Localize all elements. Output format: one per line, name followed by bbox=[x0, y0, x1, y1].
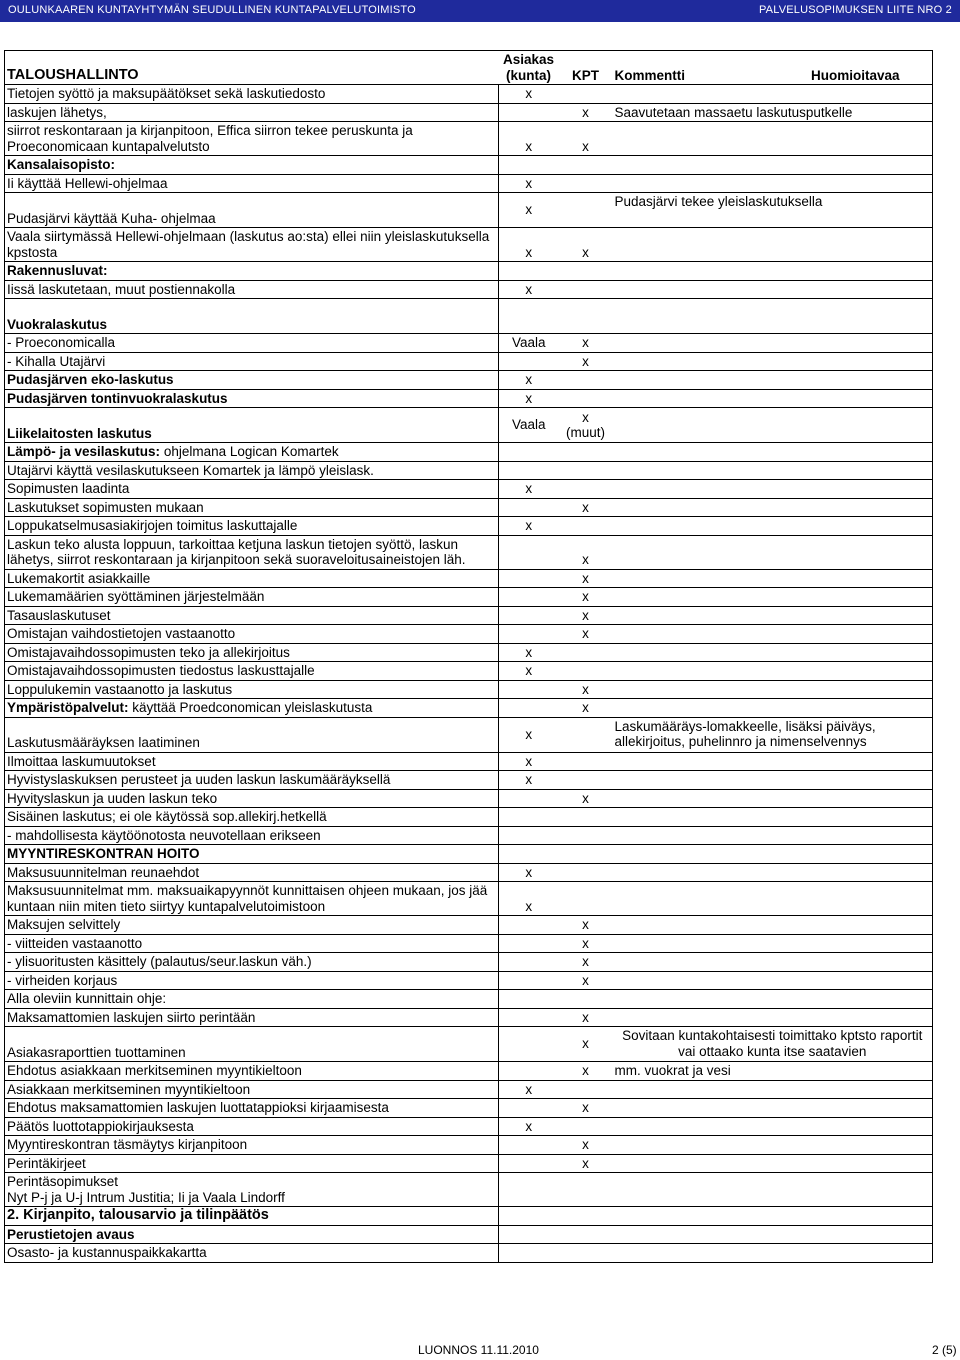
kpt-cell bbox=[559, 826, 613, 845]
row-description: MYYNTIRESKONTRAN HOITO bbox=[5, 845, 499, 864]
kpt-cell bbox=[559, 882, 613, 916]
comment-cell bbox=[613, 1117, 933, 1136]
document-header-bar bbox=[0, 0, 960, 22]
kpt-cell bbox=[559, 174, 613, 193]
table-row bbox=[5, 1099, 933, 1118]
row-description-bold: Ympäristöpalvelut: bbox=[7, 700, 129, 715]
row-description-rest: ohjelmana Logican Komartek bbox=[160, 444, 339, 459]
row-description: Tietojen syöttö ja maksupäätökset sekä laskutiedosto bbox=[5, 85, 499, 104]
row-description: Ii käyttää Hellewi-ohjelmaa bbox=[5, 174, 499, 193]
asiakas-cell bbox=[499, 299, 559, 334]
comment-cell: Saavutetaan massaetu laskutusputkelle bbox=[613, 103, 933, 122]
column-kommentti: Kommentti bbox=[613, 51, 779, 85]
kpt-cell: x bbox=[559, 1099, 613, 1118]
comment-cell bbox=[613, 1207, 933, 1226]
table-row bbox=[5, 193, 933, 228]
row-description: Perustietojen avaus bbox=[5, 1225, 499, 1244]
table-row bbox=[5, 103, 933, 122]
kpt-cell bbox=[559, 717, 613, 752]
comment-cell bbox=[613, 517, 933, 536]
row-description: Asiakkaan merkitseminen myyntikieltoon bbox=[5, 1080, 499, 1099]
row-description: Päätös luottotappiokirjauksesta bbox=[5, 1117, 499, 1136]
kpt-cell: x bbox=[559, 352, 613, 371]
kpt-cell bbox=[559, 262, 613, 281]
row-description: Hyvistyslaskuksen perusteet ja uuden laskun laskumääräyksellä bbox=[5, 771, 499, 790]
comment-cell bbox=[613, 334, 933, 353]
comment-cell bbox=[613, 588, 933, 607]
asiakas-cell bbox=[499, 1136, 559, 1155]
row-description: - Kihalla Utajärvi bbox=[5, 352, 499, 371]
asiakas-cell bbox=[499, 971, 559, 990]
row-description: Sisäinen laskutus; ei ole käytössä sop.allekirj.hetkellä bbox=[5, 808, 499, 827]
table-row bbox=[5, 1117, 933, 1136]
kpt-cell: x bbox=[559, 789, 613, 808]
comment-cell: Pudasjärvi tekee yleislaskutuksella bbox=[613, 193, 933, 228]
comment-cell bbox=[613, 953, 933, 972]
draft-date: LUONNOS 11.11.2010 bbox=[418, 1343, 539, 1357]
asiakas-cell: x bbox=[499, 717, 559, 752]
table-row bbox=[5, 1027, 933, 1062]
row-description: Liikelaitosten laskutus bbox=[5, 408, 499, 443]
asiakas-cell bbox=[499, 916, 559, 935]
asiakas-cell: x bbox=[499, 882, 559, 916]
row-description: Asiakasraporttien tuottaminen bbox=[5, 1027, 499, 1062]
row-description: - mahdollisesta käytöönotosta neuvotellaan erikseen bbox=[5, 826, 499, 845]
asiakas-cell: x bbox=[499, 771, 559, 790]
kpt-cell: x bbox=[559, 953, 613, 972]
kpt-cell bbox=[559, 1080, 613, 1099]
table-row bbox=[5, 85, 933, 104]
kpt-cell: x bbox=[559, 1027, 613, 1062]
table-row bbox=[5, 808, 933, 827]
comment-cell bbox=[613, 1173, 933, 1207]
asiakas-cell bbox=[499, 625, 559, 644]
table-row bbox=[5, 1225, 933, 1244]
row-description: - Proeconomicalla bbox=[5, 334, 499, 353]
comment-cell bbox=[613, 606, 933, 625]
comment-cell bbox=[613, 85, 933, 104]
kpt-cell: x bbox=[559, 625, 613, 644]
table-row bbox=[5, 1244, 933, 1263]
table-row bbox=[5, 1136, 933, 1155]
table-row bbox=[5, 625, 933, 644]
table-row bbox=[5, 408, 933, 443]
asiakas-cell: Vaala bbox=[499, 334, 559, 353]
asiakas-cell bbox=[499, 808, 559, 827]
kpt-cell: x bbox=[559, 1136, 613, 1155]
table-row bbox=[5, 826, 933, 845]
asiakas-cell: x bbox=[499, 643, 559, 662]
table-row bbox=[5, 771, 933, 790]
asiakas-cell: x bbox=[499, 1117, 559, 1136]
asiakas-cell: x bbox=[499, 174, 559, 193]
comment-cell bbox=[613, 1225, 933, 1244]
kpt-cell: x bbox=[559, 680, 613, 699]
row-description: - viitteiden vastaanotto bbox=[5, 934, 499, 953]
kpt-cell: x bbox=[559, 971, 613, 990]
table-header-row bbox=[5, 51, 933, 85]
kpt-cell bbox=[559, 662, 613, 681]
kpt-cell: x bbox=[559, 606, 613, 625]
asiakas-cell bbox=[499, 103, 559, 122]
row-description: Pudasjärven eko-laskutus bbox=[5, 371, 499, 390]
table-row bbox=[5, 882, 933, 916]
row-description: Omistajan vaihdostietojen vastaanotto bbox=[5, 625, 499, 644]
row-description: Pudasjärven tontinvuokralaskutus bbox=[5, 389, 499, 408]
comment-cell bbox=[613, 443, 933, 462]
table-row bbox=[5, 588, 933, 607]
asiakas-cell bbox=[499, 498, 559, 517]
row-description: Lukemamäärien syöttäminen järjestelmään bbox=[5, 588, 499, 607]
comment-cell bbox=[613, 934, 933, 953]
comment-cell bbox=[613, 498, 933, 517]
comment-cell bbox=[613, 699, 933, 718]
table-row bbox=[5, 662, 933, 681]
row-description: Vuokralaskutus bbox=[5, 299, 499, 334]
comment-cell bbox=[613, 174, 933, 193]
table-row bbox=[5, 934, 933, 953]
comment-cell bbox=[613, 1136, 933, 1155]
comment-cell bbox=[613, 771, 933, 790]
kpt-cell bbox=[559, 193, 613, 228]
table-row bbox=[5, 643, 933, 662]
comment-cell bbox=[613, 845, 933, 864]
kpt-cell: x bbox=[559, 699, 613, 718]
table-row bbox=[5, 334, 933, 353]
row-description: Hyvityslaskun ja uuden laskun teko bbox=[5, 789, 499, 808]
comment-cell bbox=[613, 1008, 933, 1027]
row-description: Kansalaisopisto: bbox=[5, 156, 499, 175]
table-row bbox=[5, 517, 933, 536]
asiakas-cell bbox=[499, 1207, 559, 1226]
kpt-cell bbox=[559, 863, 613, 882]
section-heading: TALOUSHALLINTO bbox=[5, 51, 499, 85]
finance-responsibility-table bbox=[4, 50, 933, 1263]
asiakas-cell: x bbox=[499, 662, 559, 681]
kpt-cell bbox=[559, 752, 613, 771]
asiakas-cell bbox=[499, 156, 559, 175]
row-description: Alla oleviin kunnittain ohje: bbox=[5, 990, 499, 1009]
table-row bbox=[5, 498, 933, 517]
kpt-cell: x bbox=[559, 569, 613, 588]
comment-cell bbox=[613, 122, 933, 156]
kpt-cell bbox=[559, 517, 613, 536]
asiakas-cell bbox=[499, 1225, 559, 1244]
asiakas-cell: x bbox=[499, 863, 559, 882]
asiakas-cell bbox=[499, 443, 559, 462]
row-description: Myyntireskontran täsmäytys kirjanpitoon bbox=[5, 1136, 499, 1155]
comment-cell bbox=[613, 826, 933, 845]
table-row bbox=[5, 1154, 933, 1173]
row-description: Ehdotus asiakkaan merkitseminen myyntikieltoon bbox=[5, 1062, 499, 1081]
table-row bbox=[5, 299, 933, 334]
row-description: Loppukatselmusasiakirjojen toimitus laskuttajalle bbox=[5, 517, 499, 536]
asiakas-cell bbox=[499, 826, 559, 845]
asiakas-cell bbox=[499, 789, 559, 808]
column-kpt: KPT bbox=[559, 51, 613, 85]
organization-name: OULUNKAAREN KUNTAYHTYMÄN SEUDULLINEN KUNTAPALVELUTOIMISTO bbox=[8, 4, 416, 16]
asiakas-cell bbox=[499, 1173, 559, 1207]
comment-cell bbox=[613, 971, 933, 990]
asiakas-cell: x bbox=[499, 480, 559, 499]
asiakas-cell: x bbox=[499, 371, 559, 390]
asiakas-cell bbox=[499, 934, 559, 953]
table-row bbox=[5, 789, 933, 808]
row-description: Ilmoittaa laskumuutokset bbox=[5, 752, 499, 771]
row-description: Maksusuunnitelman reunaehdot bbox=[5, 863, 499, 882]
comment-cell bbox=[613, 569, 933, 588]
row-description: Iissä laskutetaan, muut postiennakolla bbox=[5, 280, 499, 299]
row-description: Maksamattomien laskujen siirto perintään bbox=[5, 1008, 499, 1027]
comment-cell bbox=[613, 643, 933, 662]
row-description: Osasto- ja kustannuspaikkakartta bbox=[5, 1244, 499, 1263]
table-row bbox=[5, 156, 933, 175]
comment-cell bbox=[613, 752, 933, 771]
asiakas-cell: x bbox=[499, 1080, 559, 1099]
kpt-cell: x bbox=[559, 1062, 613, 1081]
row-description: Sopimusten laadinta bbox=[5, 480, 499, 499]
kpt-cell bbox=[559, 461, 613, 480]
kpt-cell: x bbox=[559, 103, 613, 122]
table-row bbox=[5, 916, 933, 935]
table-row bbox=[5, 535, 933, 569]
kpt-cell bbox=[559, 389, 613, 408]
kpt-cell: x bbox=[559, 498, 613, 517]
row-description: Perintäkirjeet bbox=[5, 1154, 499, 1173]
row-description: Vaala siirtymässä Hellewi-ohjelmaan (laskutus ao:sta) ellei niin yleislaskutuksella kpstosta bbox=[5, 228, 499, 262]
table-row bbox=[5, 606, 933, 625]
asiakas-cell bbox=[499, 535, 559, 569]
row-description bbox=[5, 443, 499, 462]
table-row bbox=[5, 1173, 933, 1207]
row-description: Lukemakortit asiakkaille bbox=[5, 569, 499, 588]
column-asiakas: Asiakas (kunta) bbox=[499, 51, 559, 85]
kpt-cell: x bbox=[559, 122, 613, 156]
column-huomioitavaa: Huomioitavaa bbox=[779, 51, 933, 85]
asiakas-cell: x bbox=[499, 280, 559, 299]
comment-cell: mm. vuokrat ja vesi bbox=[613, 1062, 933, 1081]
asiakas-cell: x bbox=[499, 228, 559, 262]
row-description: Ehdotus maksamattomien laskujen luottatappioksi kirjaamisesta bbox=[5, 1099, 499, 1118]
asiakas-cell bbox=[499, 588, 559, 607]
table-row bbox=[5, 389, 933, 408]
table-row bbox=[5, 569, 933, 588]
kpt-cell bbox=[559, 156, 613, 175]
table-row bbox=[5, 953, 933, 972]
comment-cell bbox=[613, 535, 933, 569]
page-number: 2 (5) bbox=[932, 1343, 957, 1357]
kpt-cell bbox=[559, 1244, 613, 1263]
kpt-cell bbox=[559, 1207, 613, 1226]
table-row bbox=[5, 262, 933, 281]
kpt-cell: x bbox=[559, 1008, 613, 1027]
table-row bbox=[5, 680, 933, 699]
appendix-label: PALVELUSOPIMUKSEN LIITE NRO 2 bbox=[758, 4, 952, 16]
comment-cell bbox=[613, 863, 933, 882]
asiakas-cell bbox=[499, 1099, 559, 1118]
table-row bbox=[5, 845, 933, 864]
comment-cell bbox=[613, 280, 933, 299]
asiakas-cell bbox=[499, 699, 559, 718]
kpt-cell bbox=[559, 371, 613, 390]
row-description: - ylisuoritusten käsittely (palautus/seur.laskun väh.) bbox=[5, 953, 499, 972]
kpt-cell bbox=[559, 299, 613, 334]
table-row bbox=[5, 443, 933, 462]
comment-cell: Sovitaan kuntakohtaisesti toimittako kptsto raportit vai ottaako kunta itse saatavien bbox=[613, 1027, 933, 1062]
comment-cell bbox=[613, 789, 933, 808]
asiakas-cell: x bbox=[499, 122, 559, 156]
row-description: laskujen lähetys, bbox=[5, 103, 499, 122]
kpt-cell: x bbox=[559, 535, 613, 569]
row-description-rest: käyttää Proedconomican yleislaskutusta bbox=[128, 700, 373, 715]
asiakas-cell bbox=[499, 569, 559, 588]
kpt-cell: x bbox=[559, 334, 613, 353]
table-row bbox=[5, 461, 933, 480]
asiakas-cell bbox=[499, 606, 559, 625]
kpt-cell: x bbox=[559, 588, 613, 607]
comment-cell bbox=[613, 480, 933, 499]
kpt-cell bbox=[559, 808, 613, 827]
comment-cell bbox=[613, 916, 933, 935]
table-row bbox=[5, 990, 933, 1009]
table-row bbox=[5, 699, 933, 718]
kpt-cell bbox=[559, 771, 613, 790]
comment-cell bbox=[613, 461, 933, 480]
comment-cell: Laskumääräys-lomakkeelle, lisäksi päiväys, allekirjoitus, puhelinnro ja nimenselvennys bbox=[613, 717, 933, 752]
comment-cell bbox=[613, 1080, 933, 1099]
comment-cell bbox=[613, 156, 933, 175]
kpt-cell bbox=[559, 85, 613, 104]
asiakas-cell bbox=[499, 461, 559, 480]
table-row bbox=[5, 1207, 933, 1226]
kpt-cell bbox=[559, 480, 613, 499]
row-description: Laskutukset sopimusten mukaan bbox=[5, 498, 499, 517]
row-description bbox=[5, 699, 499, 718]
table-row bbox=[5, 717, 933, 752]
kpt-cell: x (muut) bbox=[559, 408, 613, 443]
table-row bbox=[5, 122, 933, 156]
table-row bbox=[5, 971, 933, 990]
table-row bbox=[5, 480, 933, 499]
asiakas-cell bbox=[499, 262, 559, 281]
table-row bbox=[5, 1062, 933, 1081]
row-description: Maksujen selvittely bbox=[5, 916, 499, 935]
kpt-cell bbox=[559, 1173, 613, 1207]
table-row bbox=[5, 863, 933, 882]
row-description: Maksusuunnitelmat mm. maksuaikapyynnöt kunnittaisen ohjeen mukaan, jos jää kuntaan niin miten tieto siirtyy kuntapalvelutoimistoon bbox=[5, 882, 499, 916]
table-row bbox=[5, 228, 933, 262]
asiakas-cell bbox=[499, 680, 559, 699]
row-description: - virheiden korjaus bbox=[5, 971, 499, 990]
row-description: siirrot reskontaraan ja kirjanpitoon, Effica siirron tekee peruskunta ja Proeconomicaan kuntapalvelutsto bbox=[5, 122, 499, 156]
table-row bbox=[5, 752, 933, 771]
asiakas-cell: x bbox=[499, 517, 559, 536]
row-description: Omistajavaihdossopimusten teko ja allekirjoitus bbox=[5, 643, 499, 662]
row-description: Tasauslaskutuset bbox=[5, 606, 499, 625]
asiakas-cell bbox=[499, 1244, 559, 1263]
comment-cell bbox=[613, 408, 933, 443]
comment-cell bbox=[613, 882, 933, 916]
asiakas-cell: x bbox=[499, 752, 559, 771]
row-description: Utajärvi käyttä vesilaskutukseen Komartek ja lämpö yleislask. bbox=[5, 461, 499, 480]
row-description: Loppulukemin vastaanotto ja laskutus bbox=[5, 680, 499, 699]
asiakas-cell bbox=[499, 352, 559, 371]
comment-cell bbox=[613, 680, 933, 699]
comment-cell bbox=[613, 1099, 933, 1118]
comment-cell bbox=[613, 352, 933, 371]
comment-cell bbox=[613, 389, 933, 408]
row-description: Rakennusluvat: bbox=[5, 262, 499, 281]
comment-cell bbox=[613, 990, 933, 1009]
kpt-cell: x bbox=[559, 228, 613, 262]
kpt-cell bbox=[559, 443, 613, 462]
asiakas-cell bbox=[499, 1154, 559, 1173]
comment-cell bbox=[613, 625, 933, 644]
asiakas-cell: x bbox=[499, 193, 559, 228]
asiakas-cell: x bbox=[499, 389, 559, 408]
comment-cell bbox=[613, 662, 933, 681]
table-row bbox=[5, 1080, 933, 1099]
kpt-cell: x bbox=[559, 1154, 613, 1173]
table-row bbox=[5, 371, 933, 390]
comment-cell bbox=[613, 262, 933, 281]
row-description: Perintäsopimukset Nyt P-j ja U-j Intrum Justitia; Ii ja Vaala Lindorff bbox=[5, 1173, 499, 1207]
table-row bbox=[5, 280, 933, 299]
asiakas-cell bbox=[499, 1062, 559, 1081]
comment-cell bbox=[613, 1154, 933, 1173]
comment-cell bbox=[613, 228, 933, 262]
asiakas-cell bbox=[499, 1027, 559, 1062]
row-description: Laskutusmääräyksen laatiminen bbox=[5, 717, 499, 752]
table-row bbox=[5, 1008, 933, 1027]
comment-cell bbox=[613, 299, 933, 334]
kpt-cell bbox=[559, 1225, 613, 1244]
kpt-cell bbox=[559, 845, 613, 864]
kpt-cell bbox=[559, 643, 613, 662]
row-description-bold: Lämpö- ja vesilaskutus: bbox=[7, 444, 161, 459]
table-row bbox=[5, 352, 933, 371]
asiakas-cell bbox=[499, 1008, 559, 1027]
comment-cell bbox=[613, 1244, 933, 1263]
kpt-cell: x bbox=[559, 916, 613, 935]
kpt-cell bbox=[559, 280, 613, 299]
row-description: 2. Kirjanpito, talousarvio ja tilinpäätös bbox=[5, 1207, 499, 1226]
asiakas-cell: Vaala bbox=[499, 408, 559, 443]
asiakas-cell bbox=[499, 990, 559, 1009]
row-description: Omistajavaihdossopimusten tiedostus laskusttajalle bbox=[5, 662, 499, 681]
kpt-cell bbox=[559, 990, 613, 1009]
asiakas-cell bbox=[499, 953, 559, 972]
table-row bbox=[5, 174, 933, 193]
kpt-cell bbox=[559, 1117, 613, 1136]
comment-cell bbox=[613, 371, 933, 390]
row-description: Laskun teko alusta loppuun, tarkoittaa ketjuna laskun tietojen syöttö, laskun lähetys, siirrot reskontaraan ja kirjanpitoon sekä suoraveloitusaineistojen läh. bbox=[5, 535, 499, 569]
kpt-cell: x bbox=[559, 934, 613, 953]
asiakas-cell bbox=[499, 845, 559, 864]
asiakas-cell: x bbox=[499, 85, 559, 104]
comment-cell bbox=[613, 808, 933, 827]
row-description: Pudasjärvi käyttää Kuha- ohjelmaa bbox=[5, 193, 499, 228]
